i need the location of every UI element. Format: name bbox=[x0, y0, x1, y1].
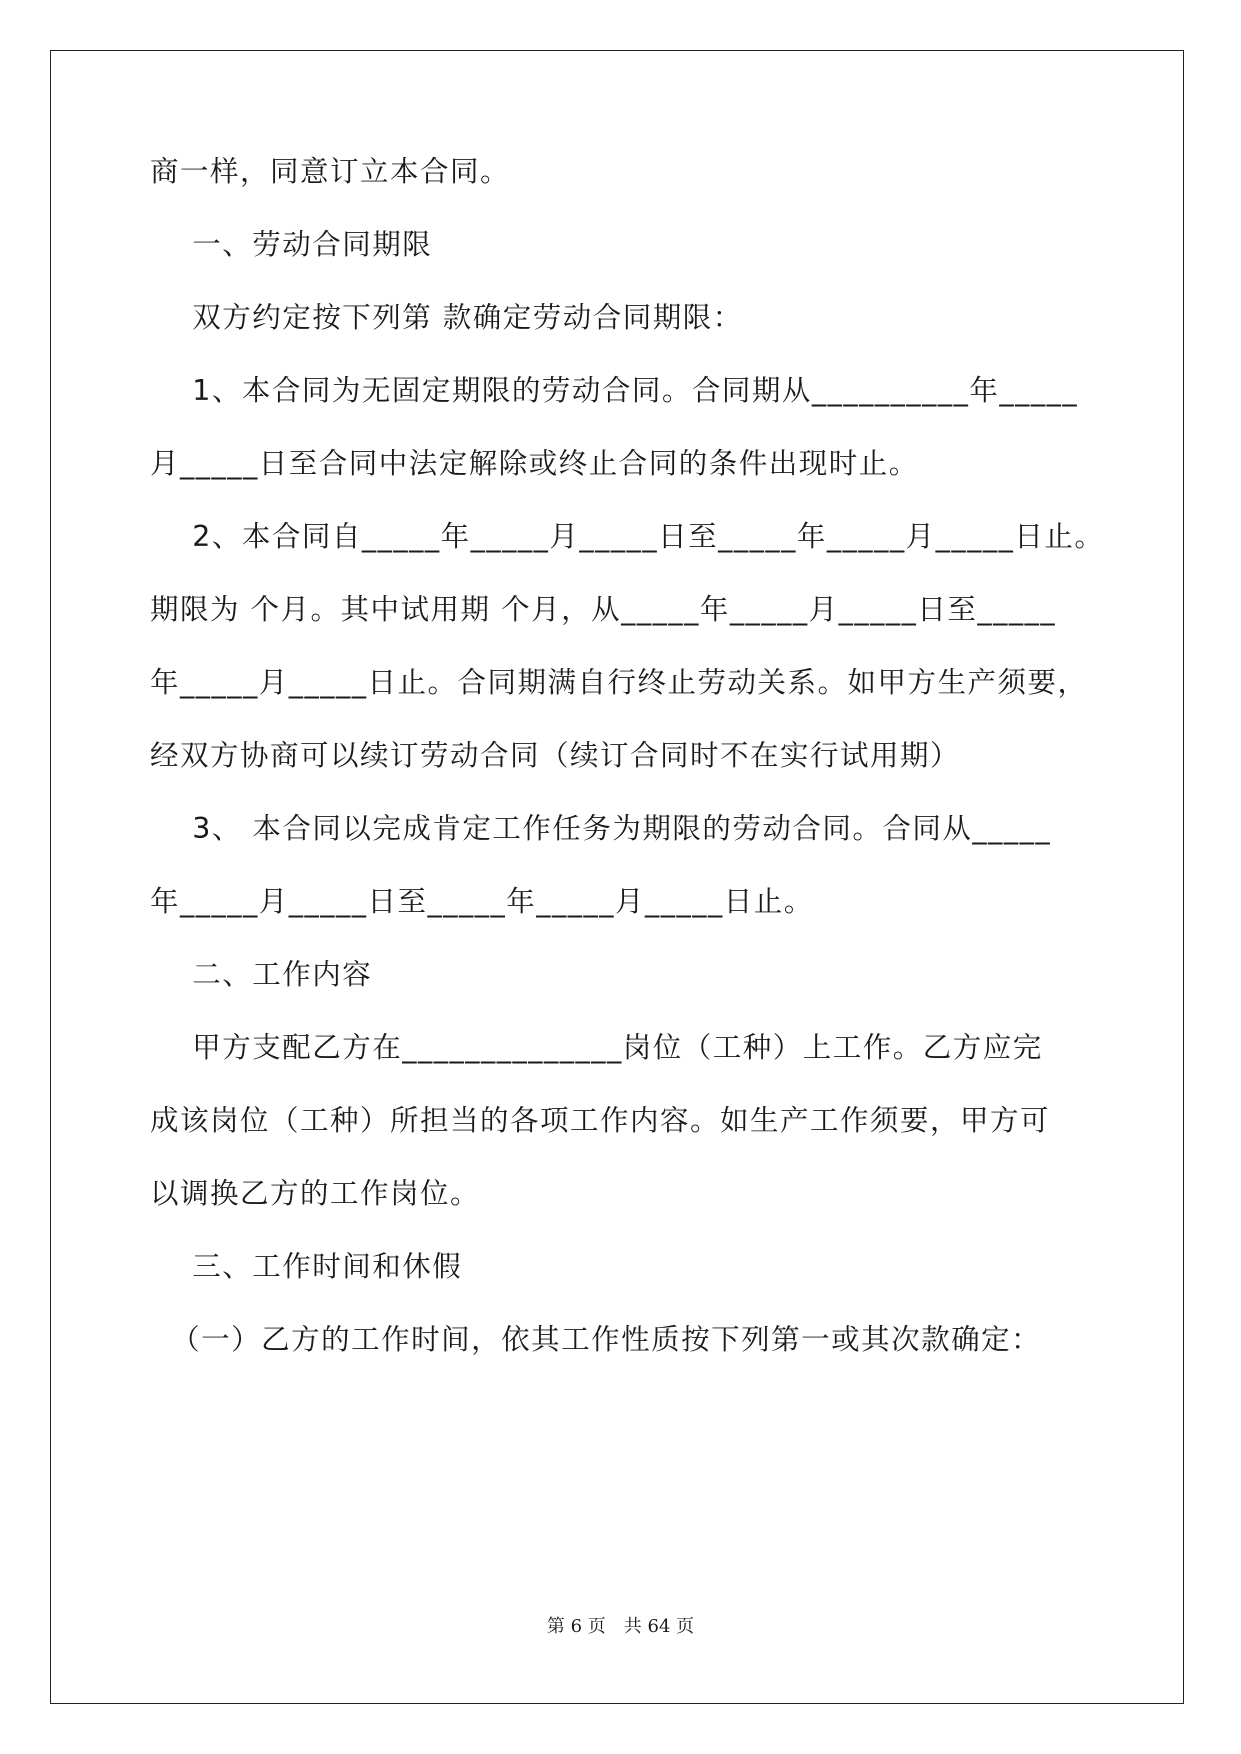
heading-work-content: 二、工作内容 bbox=[150, 958, 373, 991]
text-line-17: （一）乙方的工作时间，依其工作性质按下列第一或其次款确定： bbox=[150, 1323, 1042, 1356]
text-line-5: 月_____日至合同中法定解除或终止合同的条件出现时止。 bbox=[150, 447, 919, 480]
text-line-7: 期限为 个月。其中试用期 个月，从_____年_____月_____日至_____ bbox=[150, 593, 1057, 626]
text-line-4: 1、本合同为无固定期限的劳动合同。合同期从__________年_____ bbox=[150, 374, 1079, 407]
heading-term: 一、劳动合同期限 bbox=[150, 228, 433, 261]
text-line-15: 以调换乙方的工作岗位。 bbox=[150, 1177, 481, 1210]
text-line-14: 成该岗位（工种）所担当的各项工作内容。如生产工作须要，甲方可 bbox=[150, 1104, 1051, 1137]
text-line-1: 商一样，同意订立本合同。 bbox=[150, 155, 511, 188]
text-line-13: 甲方支配乙方在______________岗位（工种）上工作。乙方应完 bbox=[150, 1031, 1043, 1064]
text-line-8: 年_____月_____日止。合同期满自行终止劳动关系。如甲方生产须要， bbox=[150, 666, 1088, 699]
page-number-footer: 第 6 页 共 64 页 bbox=[546, 1616, 695, 1637]
text-line-9: 经双方协商可以续订劳动合同（续订合同时不在实行试用期） bbox=[150, 739, 961, 772]
text-line-10: 3、 本合同以完成肯定工作任务为期限的劳动合同。合同从_____ bbox=[150, 812, 1052, 845]
text-line-11: 年_____月_____日至_____年_____月_____日止。 bbox=[150, 885, 814, 918]
text-line-3: 双方约定按下列第 款确定劳动合同期限： bbox=[150, 301, 743, 334]
heading-work-hours: 三、工作时间和休假 bbox=[150, 1250, 463, 1283]
text-line-6: 2、本合同自_____年_____月_____日至_____年_____月_____日止。 bbox=[150, 520, 1105, 553]
